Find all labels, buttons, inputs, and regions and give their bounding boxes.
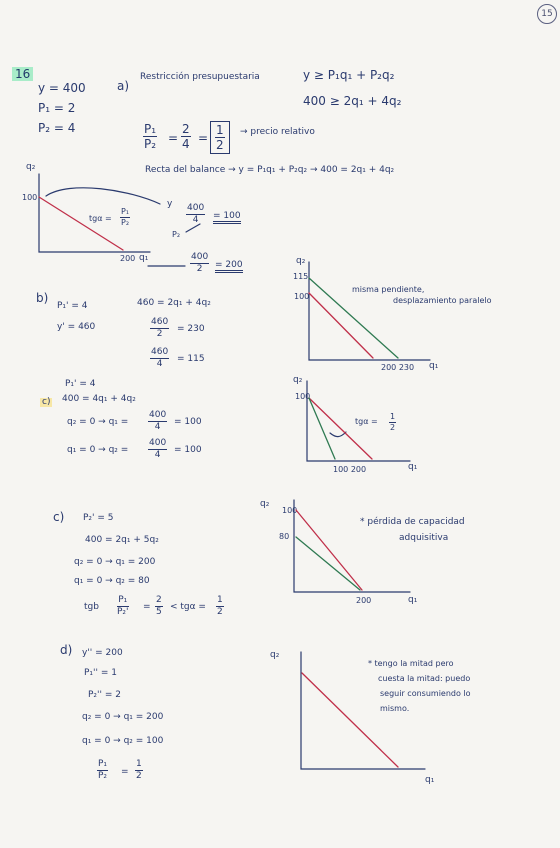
part-b-intercept-2-fraction: $\frac{460}{4}$ <box>151 347 169 369</box>
graph-c1-tan-label: tgα = <box>355 417 378 426</box>
graph-a-p2-label: P₂ <box>172 230 181 239</box>
part-d-new-price-1: P₁'' = 1 <box>84 668 117 678</box>
price-ratio-values: $\frac{2}{4}$ <box>182 122 190 151</box>
given-price-2: P₂ = 4 <box>38 121 76 135</box>
graph-c2-y-axis: q₂ <box>260 499 270 509</box>
graph-c1-tan-fraction: $\frac{1}{2}$ <box>390 412 396 432</box>
part-c2-new-price: P₂' = 5 <box>83 513 114 523</box>
graph-a-x-result-fraction: $\frac{400}{2}$ <box>191 252 209 274</box>
graph-c2-x-axis: q₁ <box>408 595 418 605</box>
graph-c1-new-line <box>309 398 335 459</box>
graph-d-budget-line <box>302 673 398 767</box>
graph-a-y-axis: q₂ <box>26 162 36 172</box>
graph-c1-axes <box>307 381 410 461</box>
graph-d-note-1: * tengo la mitad pero <box>368 659 454 668</box>
graph-a-budget-line <box>39 197 123 250</box>
graph-d-x-axis: q₁ <box>425 775 435 785</box>
graph-d-note-2: cuesta la mitad: puedo <box>378 674 471 683</box>
relative-price-note: → precio relativo <box>240 127 315 137</box>
balance-line-formula: Recta del balance → y = P₁q₁ + P₂q₂ → 400 = 2q₁ + 4q₂ <box>145 165 395 175</box>
part-d-label: d) <box>60 643 73 657</box>
graph-a-y-tick: 100 <box>22 193 38 202</box>
graph-c1-y-axis: q₂ <box>293 375 303 385</box>
graph-d-note-4: mismo. <box>380 704 410 713</box>
graph-d-note-3: seguir consumiendo lo <box>380 689 471 698</box>
part-c1-line-2-result: = 100 <box>174 445 202 455</box>
graph-a-x-tick: 200 <box>120 254 136 263</box>
part-b-intercept-1-fraction: $\frac{460}{2}$ <box>151 317 169 339</box>
graph-a-x-result: = 200 <box>215 261 243 273</box>
graph-c1-original-line <box>309 398 372 459</box>
graph-a-curve-arrow <box>46 188 160 204</box>
page-number: 15 <box>537 4 557 24</box>
graph-d-axes <box>301 652 425 769</box>
graph-b-y-tick-115: 115 <box>293 272 309 281</box>
part-c1-equation: 400 = 4q₁ + 4q₂ <box>62 394 136 404</box>
graph-c2-y-tick-100: 100 <box>282 506 298 515</box>
part-c1-new-price: P₁' = 4 <box>65 379 96 389</box>
graph-c1-arc <box>330 432 346 437</box>
part-b-new-price: P₁' = 4 <box>57 301 88 311</box>
relative-price-box: $\frac{1}{2}$ <box>210 121 230 154</box>
graph-a-tan-fraction: $\frac{\text{P₁}}{\text{P₂}}$ <box>121 207 130 227</box>
part-c2-compare-fraction: $\frac{1}{2}$ <box>217 595 223 617</box>
graph-a-y-result-label: y <box>167 199 173 209</box>
graph-c1-x-ticks: 100 200 <box>333 465 367 474</box>
part-c1-line-2: q₁ = 0 → q₂ = <box>67 445 129 455</box>
part-c2-equation: 400 = 2q₁ + 5q₂ <box>85 535 159 545</box>
graph-b-x-ticks: 200 230 <box>381 363 415 372</box>
part-d-new-price-2: P₂'' = 2 <box>88 690 121 700</box>
given-price-1: P₁ = 2 <box>38 101 76 115</box>
graph-b-note-1: misma pendiente, <box>352 285 425 294</box>
part-c1-label: c) <box>42 397 51 407</box>
part-a-title: Restricción presupuestaria <box>140 72 260 82</box>
part-d-ratio: $\frac{\text{P₁}}{\text{P₂}}$ <box>98 759 108 781</box>
graph-b-y-axis: q₂ <box>296 256 306 266</box>
part-b-equation: 460 = 2q₁ + 4q₂ <box>137 298 211 308</box>
graph-a-y-result-fraction: $\frac{400}{4}$ <box>187 203 205 225</box>
graph-b-shifted-line <box>309 278 398 358</box>
part-c2-line-1: q₂ = 0 → q₁ = 200 <box>74 557 156 567</box>
graph-a-y-result: = 100 <box>213 212 241 224</box>
graph-a-p2-arrow <box>186 224 200 232</box>
graph-b-note-2: desplazamiento paralelo <box>393 296 492 305</box>
graph-a-tan-label: tgα = <box>89 214 112 223</box>
part-d-ratio-values: $\frac{1}{2}$ <box>136 759 142 781</box>
part-a-budget-ineq: y ≥ P₁q₁ + P₂q₂ <box>303 68 395 82</box>
graph-c1-y-tick: 100 <box>295 392 311 401</box>
part-c2-slope-eq: = <box>143 602 151 612</box>
part-b-intercept-1: = 230 <box>177 324 205 334</box>
part-c2-label: c) <box>53 510 65 524</box>
part-b-label: b) <box>36 291 49 305</box>
price-ratio: $\frac{\text{P₁}}{\text{P₂}}$ <box>144 122 157 151</box>
problem-number: 16 <box>12 67 33 81</box>
graph-a-x-axis: q₁ <box>139 253 149 263</box>
part-c2-line-2: q₁ = 0 → q₂ = 80 <box>74 576 150 586</box>
graph-c2-note-2: adquisitiva <box>399 533 449 543</box>
part-c1-line-1-result: = 100 <box>174 417 202 427</box>
graph-c2-y-tick-80: 80 <box>279 532 290 541</box>
part-d-line-1: q₂ = 0 → q₁ = 200 <box>82 712 164 722</box>
part-c1-line-2-fraction: $\frac{400}{4}$ <box>149 438 167 460</box>
part-a-label: a) <box>117 79 130 93</box>
given-income: y = 400 <box>38 81 86 95</box>
graph-a-axes <box>39 174 150 252</box>
part-d-new-income: y'' = 200 <box>82 648 123 658</box>
part-c2-slope-compare: < tgα = <box>170 602 206 612</box>
graph-b-y-tick-100: 100 <box>294 292 310 301</box>
graph-d-y-axis: q₂ <box>270 650 280 660</box>
part-c1-line-1-fraction: $\frac{400}{4}$ <box>149 410 167 432</box>
part-c2-slope-label: tgb <box>84 602 99 612</box>
graph-c2-note-1: * pérdida de capacidad <box>360 517 465 527</box>
part-a-budget-values: 400 ≥ 2q₁ + 4q₂ <box>303 94 402 108</box>
part-d-ratio-eq: = <box>121 767 129 777</box>
part-c1-line-1: q₂ = 0 → q₁ = <box>67 417 129 427</box>
part-c2-slope-fraction: $\frac{\text{P₁}}{\text{P₂'}}$ <box>117 595 129 617</box>
part-b-intercept-2: = 115 <box>177 354 205 364</box>
graph-b-x-axis: q₁ <box>429 361 439 371</box>
graph-c2-new-line <box>296 537 360 590</box>
equals-sign: = <box>168 131 179 145</box>
part-b-new-income: y' = 460 <box>57 322 96 332</box>
graph-c2-x-tick: 200 <box>356 596 372 605</box>
graph-c2-original-line <box>296 510 362 590</box>
part-c2-slope-values: $\frac{2}{5}$ <box>156 595 162 617</box>
graph-c1-x-axis: q₁ <box>408 462 418 472</box>
part-d-line-2: q₁ = 0 → q₂ = 100 <box>82 736 164 746</box>
graph-b-original-line <box>309 293 373 358</box>
equals-sign-2: = <box>198 131 209 145</box>
